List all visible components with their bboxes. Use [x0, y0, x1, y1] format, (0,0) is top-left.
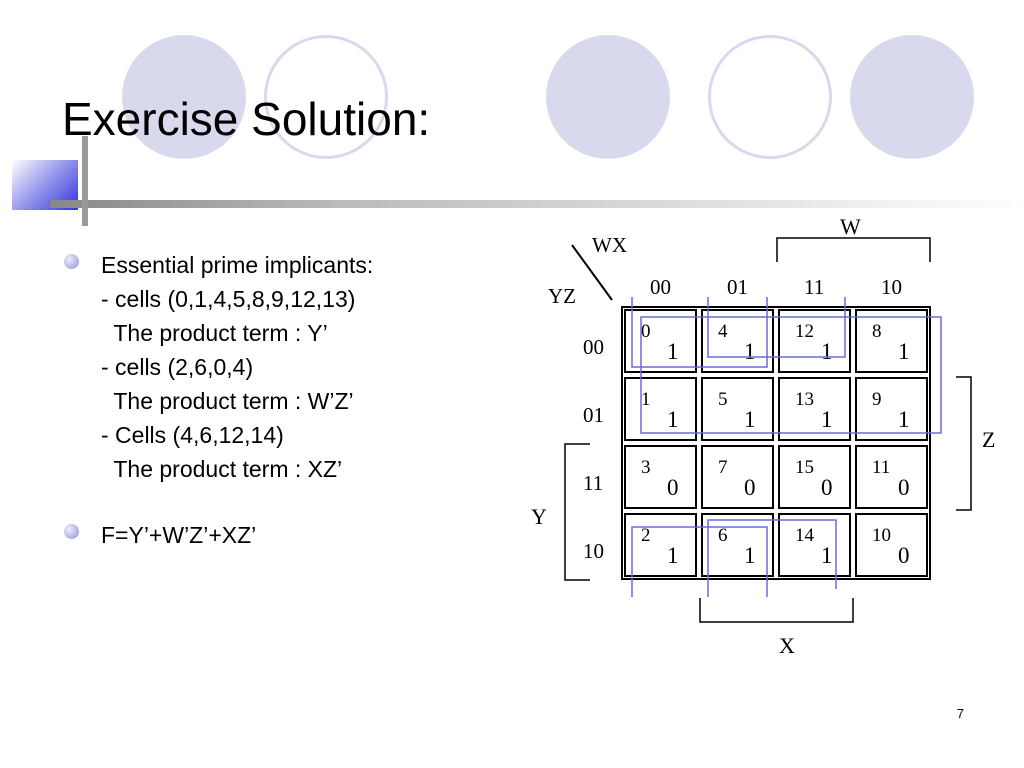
kmap-col-header: 10 — [881, 275, 902, 299]
kmap-cell-index: 14 — [795, 525, 814, 546]
kmap-cell-border — [856, 514, 927, 576]
kmap-cell-index: 7 — [718, 457, 728, 478]
kmap-cell-index: 4 — [718, 321, 728, 342]
kmap-cell-border — [702, 514, 773, 576]
page-number: 7 — [956, 706, 964, 721]
kmap-cell-index: 10 — [872, 525, 891, 546]
kmap-var-z: Z — [982, 427, 996, 452]
kmap-cell-index: 11 — [872, 457, 891, 478]
kmap-cell-index: 12 — [795, 321, 814, 342]
kmap-cell-index: 0 — [641, 321, 651, 342]
kmap-cell-value: 1 — [821, 339, 833, 364]
kmap-cell-value: 1 — [821, 543, 833, 568]
kmap-cells — [641, 321, 910, 568]
kmap-var-w: W — [840, 214, 861, 239]
kmap-cell-border — [625, 446, 696, 508]
kmap-var-x: X — [779, 633, 795, 658]
kmap-cell-value: 1 — [744, 339, 756, 364]
kmap-cell-border — [702, 310, 773, 372]
bullet-line: Essential prime implicants: — [101, 252, 374, 278]
kmap-cell-value: 1 — [667, 339, 679, 364]
kmap-cell-value: 0 — [744, 475, 756, 500]
kmap-cell-value: 0 — [898, 543, 910, 568]
kmap-cell-value: 0 — [667, 475, 679, 500]
kmap-cell-index: 2 — [641, 525, 651, 546]
bullet-line: The product term : XZ’ — [101, 456, 343, 482]
bullet-line: The product term : Y’ — [101, 320, 328, 346]
kmap-cell-index: 15 — [795, 457, 814, 478]
kmap-cell-border — [779, 446, 850, 508]
kmap-cell-border — [856, 378, 927, 440]
kmap-cell-index: 9 — [872, 389, 882, 410]
kmap-cell-index: 3 — [641, 457, 651, 478]
kmap-cell-border — [625, 378, 696, 440]
kmap-cell-value: 1 — [667, 407, 679, 432]
kmap-cell-value: 1 — [744, 407, 756, 432]
kmap-cell-value: 1 — [898, 407, 910, 432]
kmap-cell-index: 1 — [641, 389, 651, 410]
kmap-cell-border — [779, 378, 850, 440]
kmap-cell-index: 8 — [872, 321, 882, 342]
kmap-corner-col-label: WX — [592, 233, 627, 257]
kmap-row-header: 11 — [583, 471, 604, 495]
bullet-line: - Cells (4,6,12,14) — [101, 422, 284, 448]
bullet-line: F=Y’+W’Z’+XZ’ — [101, 522, 257, 548]
kmap-group-y — [641, 317, 941, 433]
kmap-cell-border — [856, 310, 927, 372]
kmap-cell-border — [702, 446, 773, 508]
bullet-line: - cells (0,1,4,5,8,9,12,13) — [101, 286, 356, 312]
kmap-row-header: 00 — [583, 335, 604, 359]
kmap-var-y: Y — [531, 504, 547, 529]
kmap-cell-border — [702, 378, 773, 440]
kmap-cell-border — [625, 514, 696, 576]
kmap-cell-value: 1 — [898, 339, 910, 364]
kmap-bracket-z — [956, 377, 971, 510]
kmap-row-header: 01 — [583, 403, 604, 427]
kmap-bracket-x — [700, 598, 853, 622]
slide-title: Exercise Solution: — [62, 93, 431, 145]
kmap-col-header: 00 — [650, 275, 671, 299]
kmap-col-header: 11 — [804, 275, 825, 299]
kmap-cell-value: 1 — [744, 543, 756, 568]
kmap-cell-border — [779, 310, 850, 372]
kmap-cell-value: 1 — [667, 543, 679, 568]
kmap-col-header: 01 — [727, 275, 748, 299]
kmap-cell-value: 1 — [821, 407, 833, 432]
kmap-cell-border — [856, 446, 927, 508]
kmap-cell-border — [779, 514, 850, 576]
kmap-cell-index: 6 — [718, 525, 728, 546]
kmap-cell-value: 0 — [898, 475, 910, 500]
kmap-cell-index: 13 — [795, 389, 814, 410]
kmap-bracket-w — [777, 238, 930, 262]
bullet-line: - cells (2,6,0,4) — [101, 354, 254, 380]
kmap-cell-value: 0 — [821, 475, 833, 500]
kmap-corner-row-label: YZ — [548, 284, 576, 308]
kmap-row-header: 10 — [583, 539, 604, 563]
kmap-cell-border — [625, 310, 696, 372]
bullet-line: The product term : W’Z’ — [101, 388, 354, 414]
kmap-cell-index: 5 — [718, 389, 728, 410]
